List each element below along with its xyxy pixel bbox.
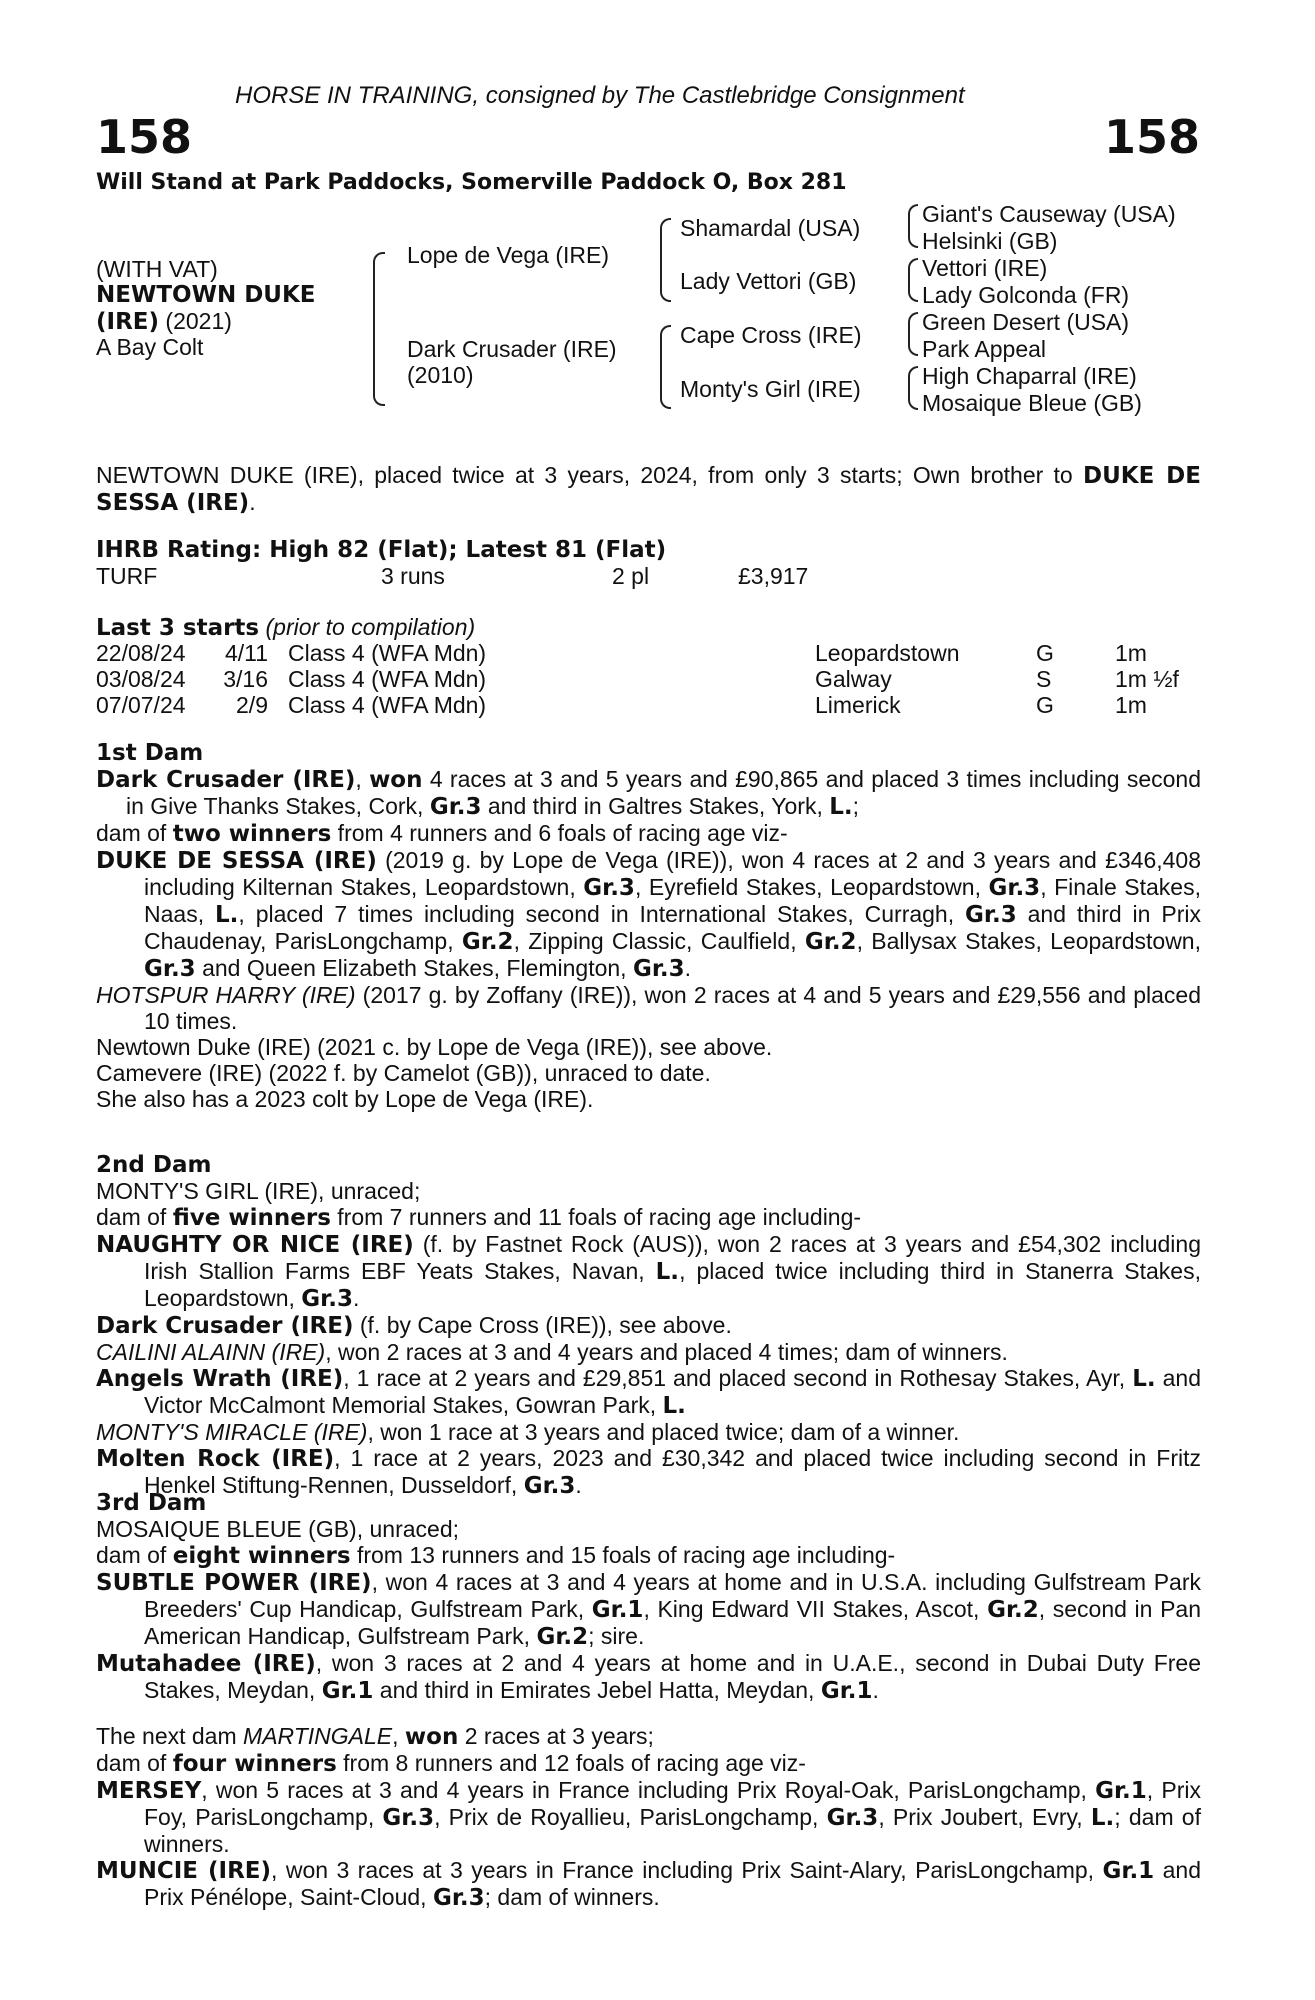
rating-earnings: £3,917	[738, 563, 809, 589]
second-dam-offspring-3: CAILINI ALAINN (IRE), won 2 races at 3 and 4 years and placed 4 times; dam of winners.	[96, 1339, 1008, 1365]
third-dam-heading: 3rd Dam	[96, 1490, 207, 1516]
pedigree-dam-dam: Monty's Girl (IRE)	[680, 376, 861, 402]
pedigree-sss: Giant's Causeway (USA)	[922, 201, 1176, 227]
third-dam-produce: dam of eight winners from 13 runners and 15 foals of racing age including-	[96, 1542, 896, 1569]
first-dam-heading: 1st Dam	[96, 740, 204, 766]
last-start-course: Limerick	[815, 692, 901, 718]
third-dam-offspring-1: SUBTLE POWER (IRE), won 4 races at 3 and 4 years at home and in U.S.A. including Gulfstream Park Breeders' Cup Handicap, Gulfstream Park, Gr.1, King Edward VII Stakes, Ascot, Gr.2, second in Pan American Handicap, Gulfstream Park, Gr.2; sire.	[96, 1569, 1202, 1650]
last-start-going: G	[1036, 692, 1054, 718]
last-start-pos: 4/11	[224, 640, 268, 666]
last-start-race: Class 4 (WFA Mdn)	[288, 666, 487, 692]
last-start-date: 22/08/24	[96, 640, 186, 666]
first-dam-offspring-3: Newtown Duke (IRE) (2021 c. by Lope de Vega (IRE)), see above.	[96, 1034, 773, 1060]
pedigree-ssd: Helsinki (GB)	[922, 228, 1058, 254]
last-start-dist: 1m ½f	[1115, 666, 1179, 692]
pedigree-brace-ds	[908, 312, 918, 356]
pedigree-sdd: Lady Golconda (FR)	[922, 282, 1130, 308]
rating-placed: 2 pl	[612, 563, 650, 589]
pedigree-dss: Green Desert (USA)	[922, 309, 1130, 335]
horse-name-suffix: (IRE) (2021)	[96, 308, 232, 335]
pedigree-brace-main	[373, 252, 385, 406]
second-dam-record: MONTY'S GIRL (IRE), unraced;	[96, 1178, 421, 1204]
lot-number-left: 158	[96, 110, 193, 164]
pedigree-dam-sire: Cape Cross (IRE)	[680, 322, 862, 348]
first-dam-section	[96, 740, 1201, 1112]
last-start-date: 03/08/24	[96, 666, 186, 692]
pedigree-brace-sire	[660, 218, 671, 302]
second-dam-heading: 2nd Dam	[96, 1152, 212, 1178]
pedigree-brace-ss	[908, 204, 918, 248]
pedigree-dsd: Park Appeal	[922, 336, 1047, 362]
pedigree-dds: High Chaparral (IRE)	[922, 363, 1137, 389]
last-start-going: S	[1036, 666, 1052, 692]
last-start-dist: 1m	[1115, 692, 1147, 718]
pedigree-sire: Lope de Vega (IRE)	[407, 242, 610, 268]
pedigree-brace-sd	[908, 258, 918, 302]
last-start-race: Class 4 (WFA Mdn)	[288, 692, 487, 718]
first-dam-produce: dam of two winners from 4 runners and 6 foals of racing age viz-	[96, 820, 788, 847]
second-dam-offspring-2: Dark Crusader (IRE) (f. by Cape Cross (IRE)), see above.	[96, 1312, 732, 1339]
last-starts-title: Last 3 starts (prior to compilation)	[96, 614, 476, 641]
lot-number-right: 158	[1103, 110, 1200, 164]
second-dam-produce: dam of five winners from 7 runners and 11 foals of racing age including-	[96, 1204, 862, 1231]
first-dam-note: She also has a 2023 colt by Lope de Vega (IRE).	[96, 1086, 594, 1112]
pedigree-sire-sire: Shamardal (USA)	[680, 215, 861, 241]
last-start-dist: 1m	[1115, 640, 1147, 666]
third-dam-offspring-2: Mutahadee (IRE), won 3 races at 2 and 4 years at home and in U.A.E., second in Dubai Duty Free Stakes, Meydan, Gr.1 and third in Emirates Jebel Hatta, Meydan, Gr.1.	[96, 1650, 1202, 1704]
third-dam-section	[96, 1490, 1201, 1704]
pedigree-dam-year: (2010)	[407, 362, 474, 388]
second-dam-offspring-1: NAUGHTY OR NICE (IRE) (f. by Fastnet Rock (AUS)), won 2 races at 3 years and £54,302 including Irish Stallion Farms EBF Yeats Stakes, Navan, L., placed twice including third in Stanerra Stakes, Leopardstown, Gr.3.	[96, 1231, 1201, 1312]
second-dam-grandoffspring-1: Angels Wrath (IRE), 1 race at 2 years and £29,851 and placed second in Rothesay Stakes, Ayr, L. and Victor McCalmont Memorial Stakes, Gowran Park, L.	[96, 1365, 1202, 1419]
next-dam-produce: dam of four winners from 8 runners and 12 foals of racing age viz-	[96, 1750, 806, 1777]
next-dam-offspring-1: MERSEY, won 5 races at 3 and 4 years in France including Prix Royal-Oak, ParisLongchamp, Gr.1, Prix Foy, ParisLongchamp, Gr.3, Prix de Royallieu, ParisLongchamp, Gr.3, Prix Joubert, Evry, L.; dam of winners.	[96, 1777, 1201, 1857]
last-start-course: Leopardstown	[815, 640, 960, 666]
pedigree-dam: Dark Crusader (IRE)	[407, 336, 617, 362]
pedigree-sds: Vettori (IRE)	[922, 255, 1048, 281]
first-dam-offspring-4: Camevere (IRE) (2022 f. by Camelot (GB)), unraced to date.	[96, 1060, 711, 1086]
pedigree-sire-dam: Lady Vettori (GB)	[680, 268, 857, 294]
next-dam-offspring-2: MUNCIE (IRE), won 3 races at 3 years in France including Prix Saint-Alary, ParisLongchamp, Gr.1 and Prix Pénélope, Saint-Cloud, Gr.3; dam of winners.	[96, 1857, 1201, 1911]
second-dam-offspring-4: MONTY'S MIRACLE (IRE), won 1 race at 3 years and placed twice; dam of a winner.	[96, 1419, 960, 1445]
first-dam-offspring-1: DUKE DE SESSA (IRE) (2019 g. by Lope de Vega (IRE)), won 4 races at 2 and 3 years and £346,408 including Kilternan Stakes, Leopardstown, Gr.3, Eyrefield Stakes, Leopardstown, Gr.3, Finale Stakes, Naas, L., placed 7 times including second in International Stakes, Curragh, Gr.3 and third in Prix Chaudenay, ParisLongchamp, Gr.2, Zipping Classic, Caulfield, Gr.2, Ballysax Stakes, Leopardstown, Gr.3 and Queen Elizabeth Stakes, Flemington, Gr.3.	[96, 847, 1202, 982]
rating-title: IHRB Rating: High 82 (Flat); Latest 81 (Flat)	[96, 537, 667, 563]
last-start-race: Class 4 (WFA Mdn)	[288, 640, 487, 666]
next-dam-record: The next dam MARTINGALE, won 2 races at 3 years;	[96, 1723, 654, 1750]
last-start-pos: 2/9	[236, 692, 268, 718]
second-dam-section	[96, 1152, 1201, 1499]
rating-surface: TURF	[96, 563, 158, 589]
stand-info: Will Stand at Park Paddocks, Somerville Paddock O, Box 281	[96, 170, 847, 195]
rating-runs: 3 runs	[381, 563, 445, 589]
last-start-date: 07/07/24	[96, 692, 186, 718]
pedigree-brace-dam	[660, 325, 671, 409]
first-dam-offspring-2: HOTSPUR HARRY (IRE) (2017 g. by Zoffany (IRE)), won 2 races at 4 and 5 years and £29,556 and placed 10 times.	[96, 982, 1201, 1034]
pedigree-ddd: Mosaique Bleue (GB)	[922, 390, 1142, 416]
consignor-subtitle: HORSE IN TRAINING, consigned by The Castlebridge Consignment	[235, 82, 965, 109]
last-start-going: G	[1036, 640, 1054, 666]
vat-label: (WITH VAT)	[96, 256, 218, 282]
pedigree-brace-dd	[908, 366, 918, 410]
last-start-pos: 3/16	[223, 666, 268, 692]
third-dam-record: MOSAIQUE BLEUE (GB), unraced;	[96, 1516, 460, 1542]
horse-name: NEWTOWN DUKE	[96, 282, 316, 308]
last-start-course: Galway	[815, 666, 892, 692]
horse-description: A Bay Colt	[96, 334, 204, 360]
next-dam-section	[96, 1723, 1201, 1911]
second-dam-grandoffspring-2: Molten Rock (IRE), 1 race at 2 years, 2023 and £30,342 and placed twice including second in Fritz Henkel Stiftung-Rennen, Dusseldorf, Gr.3.	[96, 1445, 1201, 1499]
horse-summary: NEWTOWN DUKE (IRE), placed twice at 3 years, 2024, from only 3 starts; Own brother to DUKE DE SESSA (IRE).	[96, 462, 1201, 516]
first-dam-record: Dark Crusader (IRE), won 4 races at 3 and 5 years and £90,865 and placed 3 times including second in Give Thanks Stakes, Cork, Gr.3 and third in Galtres Stakes, York, L.;	[96, 766, 1202, 820]
